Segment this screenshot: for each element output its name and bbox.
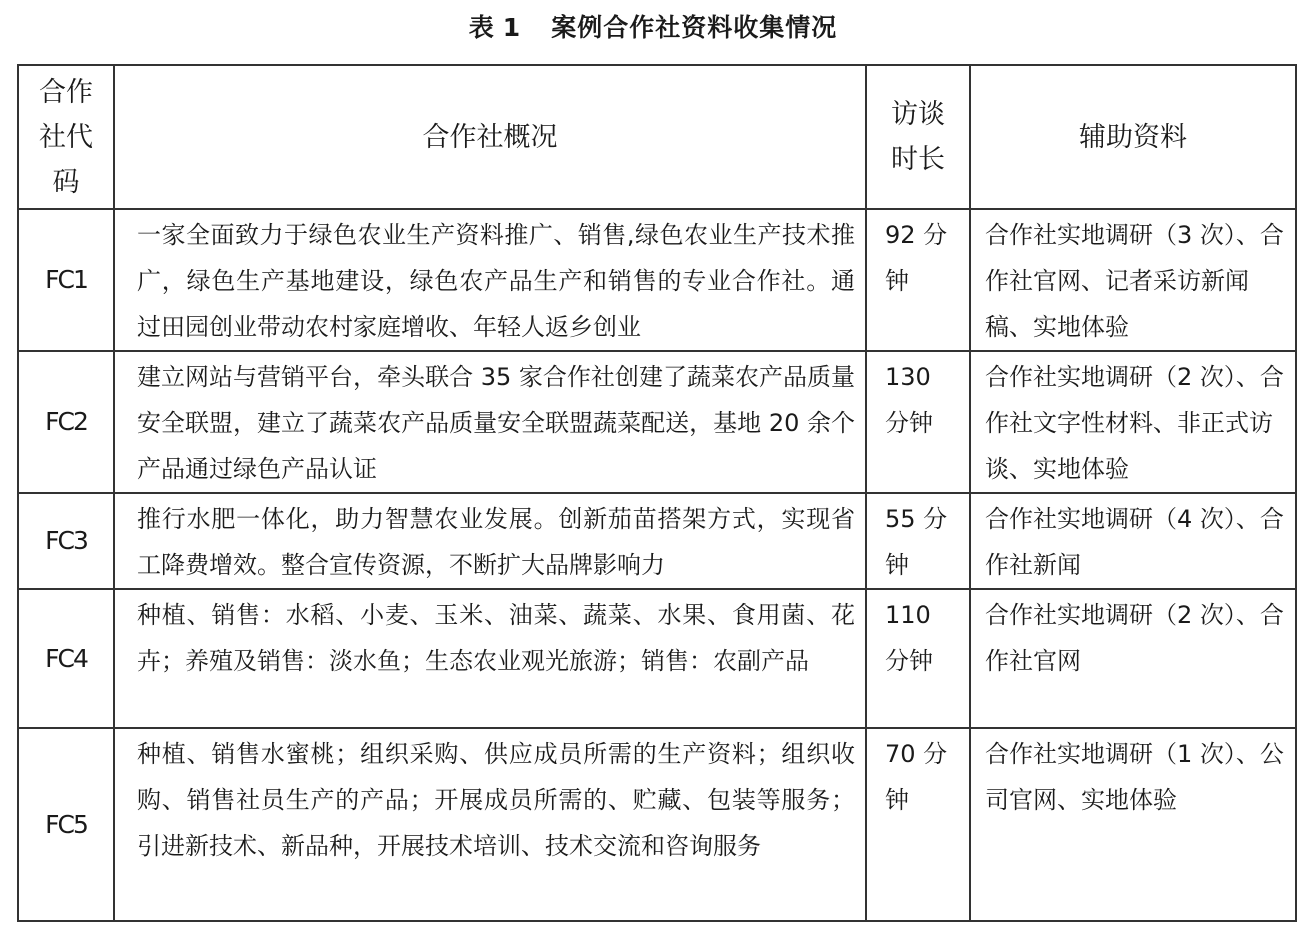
cell-duration: 55 分钟 [866, 493, 970, 589]
cell-code: FC5 [18, 728, 114, 921]
header-materials: 辅助资料 [970, 65, 1296, 209]
cell-code: FC4 [18, 589, 114, 728]
cell-code: FC1 [18, 209, 114, 351]
table-row [18, 351, 1296, 493]
header-duration: 访谈时长 [866, 65, 970, 209]
cell-materials: 合作社实地调研（3 次）、合作社官网、记者采访新闻稿、实地体验 [970, 209, 1296, 351]
caption-prefix: 表 [468, 13, 495, 42]
cell-duration: 70 分钟 [866, 728, 970, 921]
cell-overview: 一家全面致力于绿色农业生产资料推广、销售,绿色农业生产技术推广，绿色生产基地建设，绿色农产品生产和销售的专业合作社。通过田园创业带动农村家庭增收、年轻人返乡创业 [114, 209, 866, 351]
table-caption [0, 10, 1306, 46]
table-row [18, 728, 1296, 921]
cell-duration: 110 分钟 [866, 589, 970, 728]
header-code: 合作社代码 [18, 65, 114, 209]
cell-overview: 建立网站与营销平台，牵头联合 35 家合作社创建了蔬菜农产品质量安全联盟，建立了蔬菜农产品质量安全联盟蔬菜配送，基地 20 余个产品通过绿色产品认证 [114, 351, 866, 493]
header-overview: 合作社概况 [114, 65, 866, 209]
cell-materials: 合作社实地调研（2 次）、合作社文字性材料、非正式访谈、实地体验 [970, 351, 1296, 493]
cell-code: FC3 [18, 493, 114, 589]
cell-materials: 合作社实地调研（1 次）、公司官网、实地体验 [970, 728, 1296, 921]
cell-overview: 推行水肥一体化，助力智慧农业发展。创新茄苗搭架方式，实现省工降费增效。整合宣传资源，不断扩大品牌影响力 [114, 493, 866, 589]
cell-overview: 种植、销售水蜜桃；组织采购、供应成员所需的生产资料；组织收购、销售社员生产的产品；开展成员所需的、贮藏、包装等服务；引进新技术、新品种，开展技术培训、技术交流和咨询服务 [114, 728, 866, 921]
table-row [18, 589, 1296, 728]
header-row [18, 65, 1296, 209]
cell-code: FC2 [18, 351, 114, 493]
cell-materials: 合作社实地调研（4 次）、合作社新闻 [970, 493, 1296, 589]
cooperative-data-table [17, 64, 1297, 922]
table-row [18, 493, 1296, 589]
cell-overview: 种植、销售：水稻、小麦、玉米、油菜、蔬菜、水果、食用菌、花卉；养殖及销售：淡水鱼；生态农业观光旅游；销售：农副产品 [114, 589, 866, 728]
cell-duration: 92 分钟 [866, 209, 970, 351]
table-row [18, 209, 1296, 351]
caption-number: 1 [502, 13, 522, 42]
caption-title: 案例合作社资料收集情况 [551, 13, 838, 42]
cell-duration: 130 分钟 [866, 351, 970, 493]
cell-materials: 合作社实地调研（2 次）、合作社官网 [970, 589, 1296, 728]
